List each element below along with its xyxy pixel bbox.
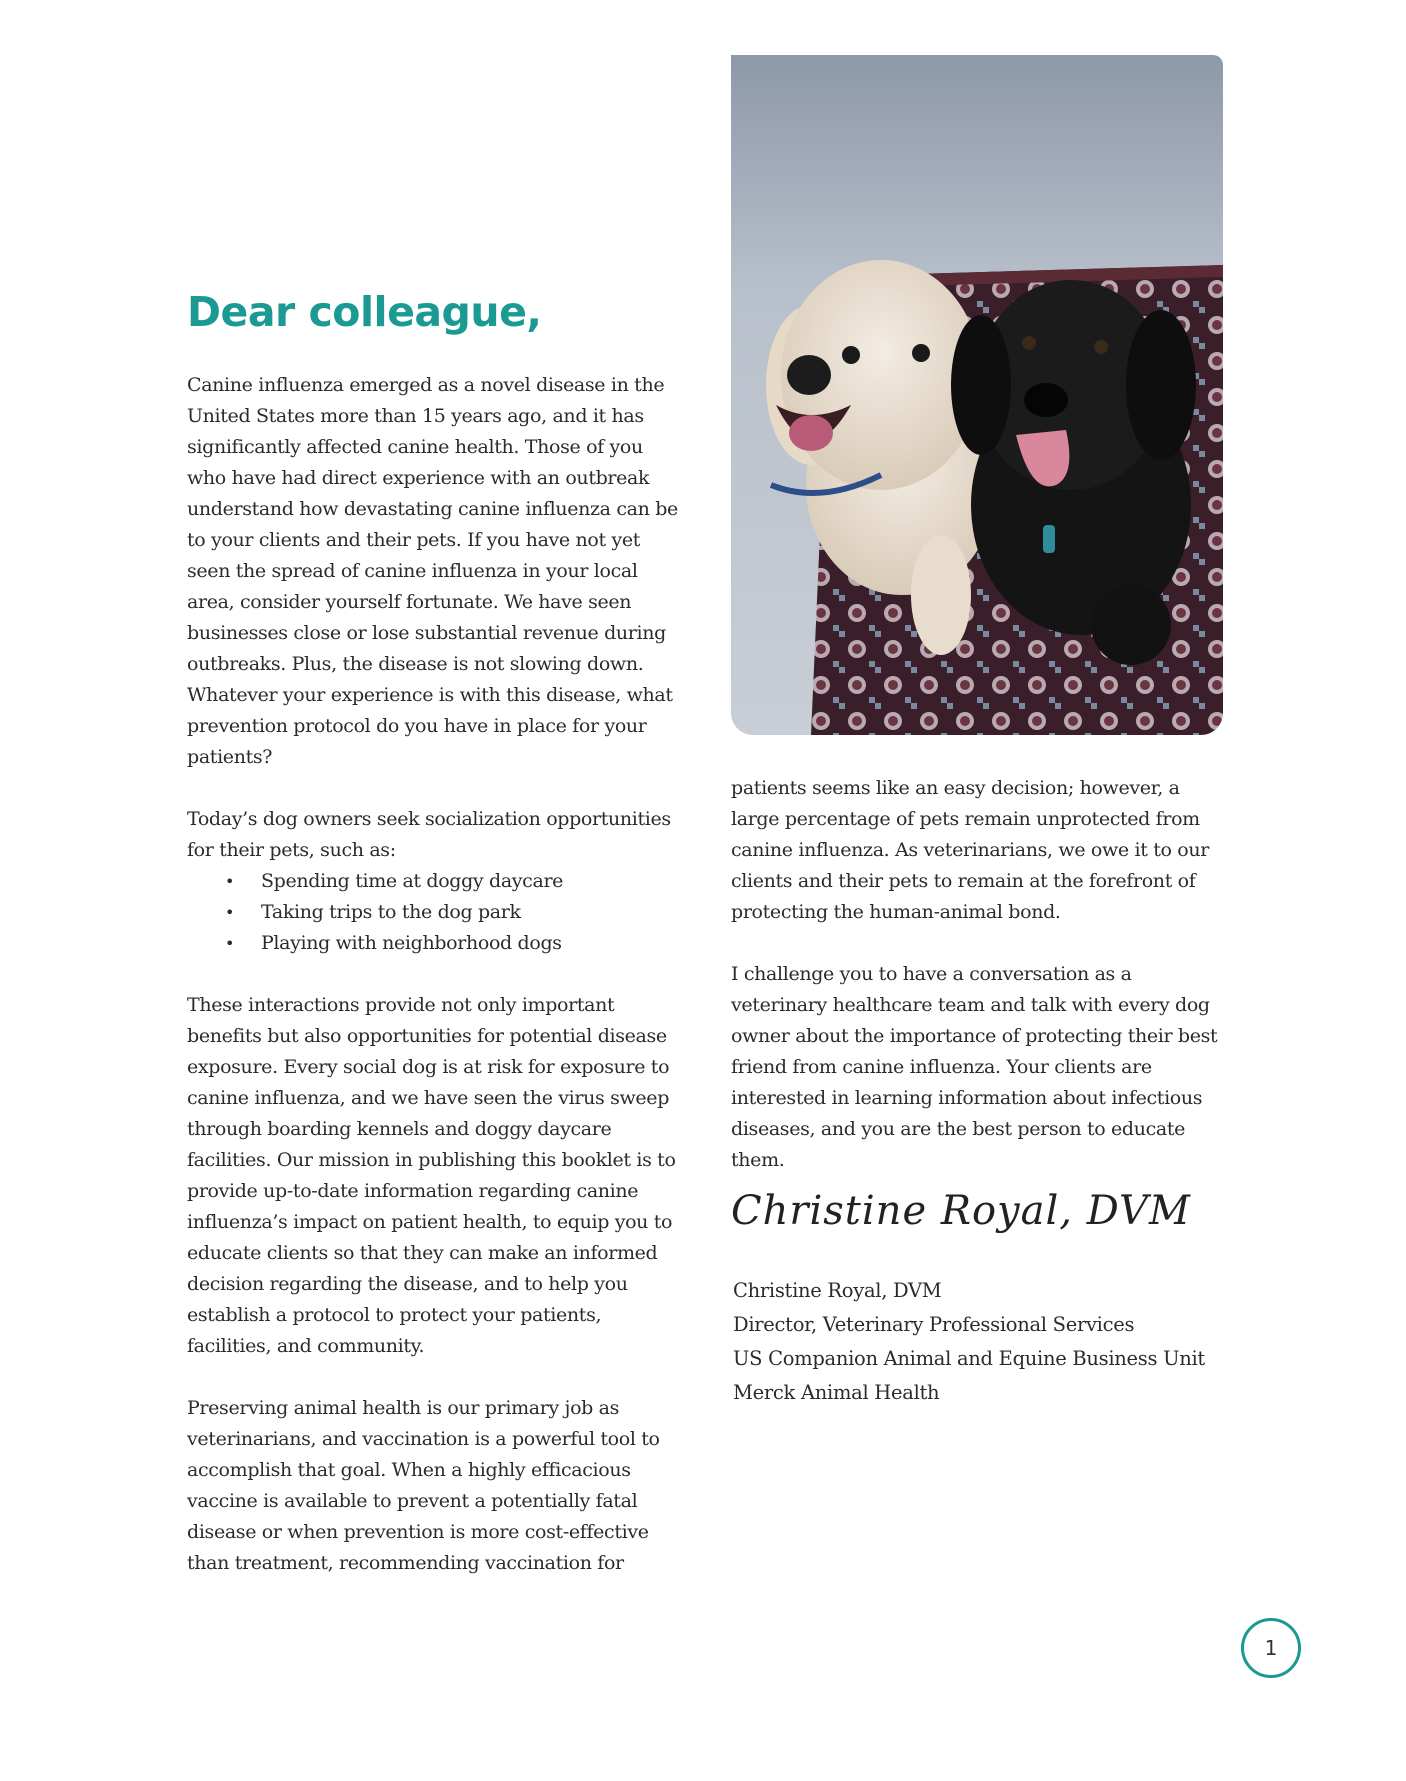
right-column (731, 773, 1231, 1176)
page-title: Dear colleague, (187, 288, 542, 336)
left-column (187, 370, 687, 1579)
signer-title: Director, Veterinary Professional Services (733, 1313, 1135, 1336)
list-item: • Playing with neighborhood dogs (187, 928, 687, 959)
signer-name: Christine Royal, DVM (733, 1279, 942, 1302)
dogs-photo (731, 55, 1223, 735)
paragraph-vaccination: Preserving animal health is our primary job as veterinarians, and vaccination is a powerful tool to accomplish that goal. When a highly efficacious vaccine is available to prevent a potentially fatal disease or when prevention is more cost-effective than treatment, recommending vaccination for (187, 1397, 660, 1574)
handwritten-signature: Christine Royal, DVM (731, 1188, 1191, 1234)
paragraph-challenge: I challenge you to have a conversation as a veterinary healthcare team and talk with every dog owner about the importance of protecting their best friend from canine influenza. Your clients are interested in learning information about infectious diseases, and you are the best person to educate them. (731, 963, 1218, 1171)
list-item: • Spending time at doggy daycare (187, 866, 687, 897)
paragraph-decision: patients seems like an easy decision; however, a large percentage of pets remain unprotected from canine influenza. As veterinarians, we owe it to our clients and their pets to remain at the forefront of protecting the human-animal bond. (731, 777, 1209, 923)
paragraph-intro: Canine influenza emerged as a novel disease in the United States more than 15 years ago, and it has significantly affected canine health. Those of you who have had direct experience with an outbreak understand how devastating canine influenza can be to your clients and their pets. If you have not yet seen the spread of canine influenza in your local area, consider yourself fortunate. We have seen businesses close or lose substantial revenue during outbreaks. Plus, the disease is not slowing down. Whatever your experience is with this disease, what prevention protocol do you have in place for your patients? (187, 374, 678, 768)
page-number: 1 (1241, 1618, 1301, 1678)
bullet-list (187, 866, 687, 959)
paragraph-socialization: Today’s dog owners seek socialization opportunities for their pets, such as: (187, 808, 671, 861)
signature-block (733, 1274, 1205, 1410)
signer-unit: US Companion Animal and Equine Business Unit (733, 1347, 1205, 1370)
paragraph-mission: These interactions provide not only important benefits but also opportunities for potential disease exposure. Every social dog is at risk for exposure to canine influenza, and we have seen the virus sweep through boarding kennels and doggy daycare facilities. Our mission in publishing this booklet is to provide up-to-date information regarding canine influenza’s impact on patient health, to equip you to educate clients so that they can make an informed decision regarding the disease, and to help you establish a protocol to protect your patients, facilities, and community. (187, 994, 676, 1357)
signer-company: Merck Animal Health (733, 1381, 940, 1404)
list-item: • Taking trips to the dog park (187, 897, 687, 928)
